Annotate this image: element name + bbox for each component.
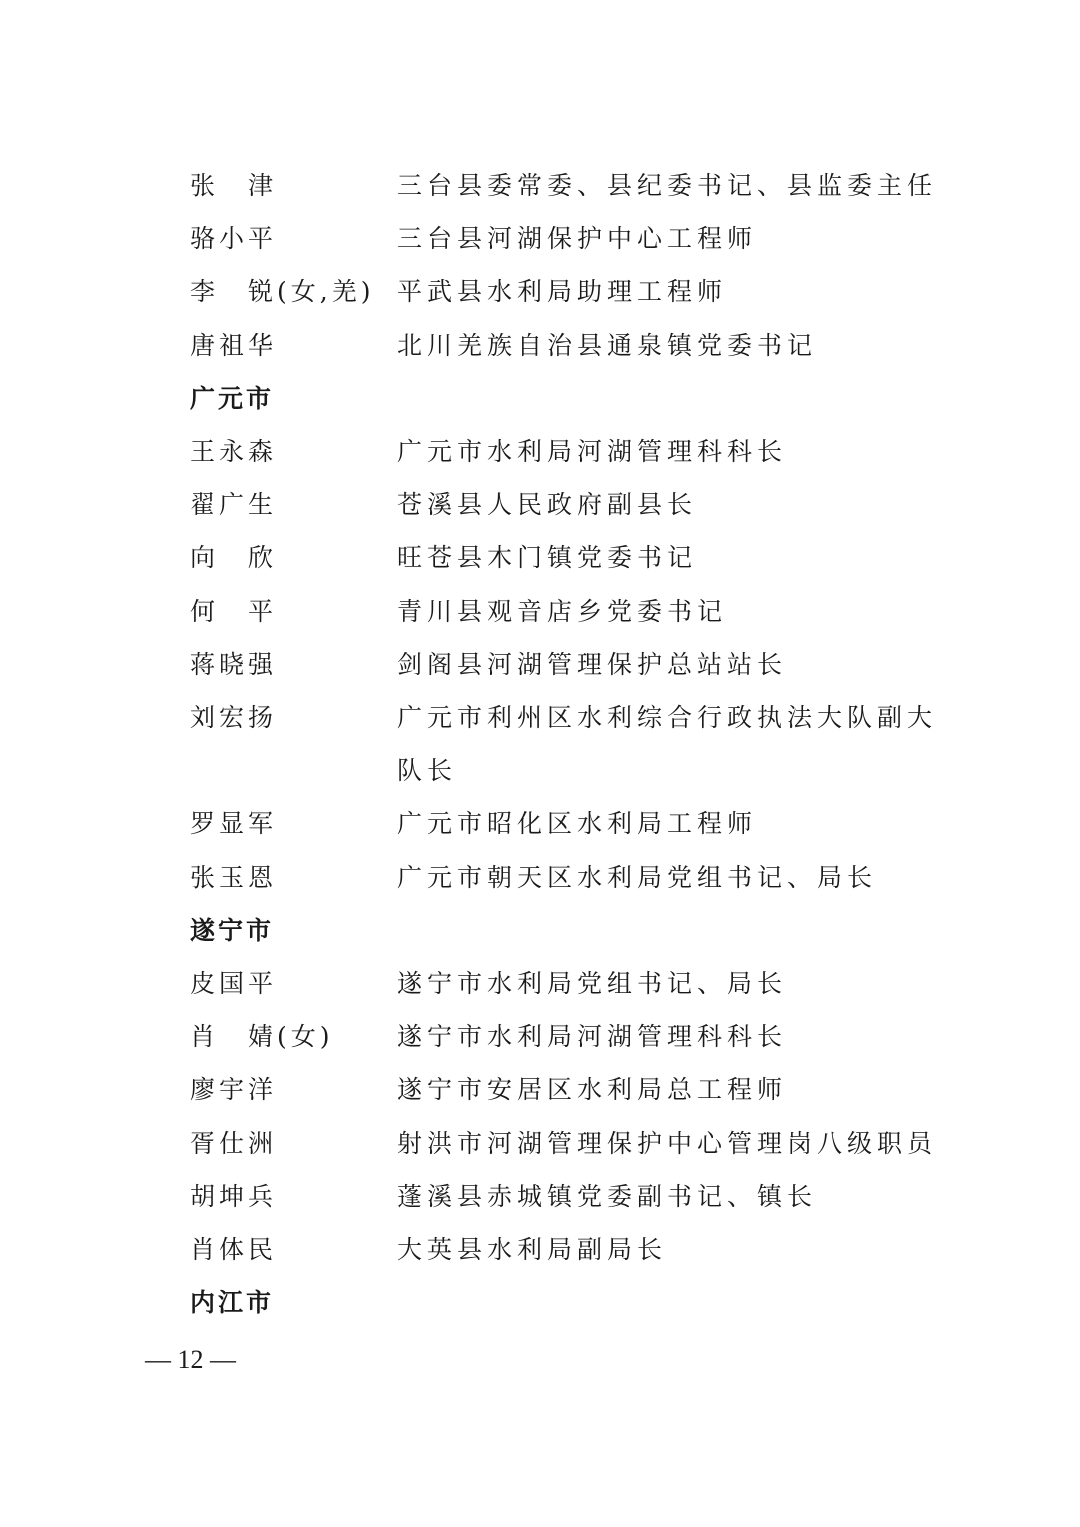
person-title: 大英县水利局副局长 <box>397 1235 668 1264</box>
person-title: 队长 <box>397 756 458 785</box>
person-title: 苍溪县人民政府副县长 <box>397 490 698 519</box>
person-name: 唐祖华 <box>190 331 278 360</box>
person-name: 胡坤兵 <box>190 1182 278 1211</box>
person-name: 何 平 <box>190 597 278 626</box>
person-title: 广元市朝天区水利局党组书记、局长 <box>397 863 878 892</box>
person-name: 肖 婧(女) <box>190 1022 334 1051</box>
person-name: 皮国平 <box>190 969 278 998</box>
person-title: 广元市昭化区水利局工程师 <box>397 809 758 838</box>
person-title: 广元市水利局河湖管理科科长 <box>397 437 788 466</box>
person-name: 翟广生 <box>190 490 278 519</box>
person-title: 北川羌族自治县通泉镇党委书记 <box>397 331 818 360</box>
section-heading: 广元市 <box>190 384 275 413</box>
person-title: 平武县水利局助理工程师 <box>397 277 728 306</box>
person-name: 骆小平 <box>190 224 278 253</box>
person-title: 剑阁县河湖管理保护总站站长 <box>397 650 788 679</box>
person-title: 射洪市河湖管理保护中心管理岗八级职员 <box>397 1129 938 1158</box>
person-title: 蓬溪县赤城镇党委副书记、镇长 <box>397 1182 818 1211</box>
section-heading: 遂宁市 <box>190 916 275 945</box>
person-title: 三台县委常委、县纪委书记、县监委主任 <box>397 171 938 200</box>
person-name: 肖体民 <box>190 1235 278 1264</box>
person-title: 旺苍县木门镇党委书记 <box>397 543 698 572</box>
person-title: 三台县河湖保护中心工程师 <box>397 224 758 253</box>
person-name: 张玉恩 <box>190 863 278 892</box>
person-name: 李 锐(女,羌) <box>190 277 375 306</box>
section-heading: 内江市 <box>190 1288 275 1317</box>
person-name: 张 津 <box>190 171 278 200</box>
person-name <box>190 751 390 791</box>
person-name: 向 欣 <box>190 543 278 572</box>
person-title: 青川县观音店乡党委书记 <box>397 597 728 626</box>
person-name: 刘宏扬 <box>190 703 278 732</box>
person-name: 廖宇洋 <box>190 1075 278 1104</box>
person-name: 罗显军 <box>190 809 278 838</box>
person-name: 王永森 <box>190 437 278 466</box>
person-title: 遂宁市水利局河湖管理科科长 <box>397 1022 788 1051</box>
person-name: 蒋晓强 <box>190 650 278 679</box>
page-number: — 12 — <box>145 1345 236 1374</box>
person-name: 胥仕洲 <box>190 1129 278 1158</box>
person-title: 遂宁市水利局党组书记、局长 <box>397 969 788 998</box>
person-title: 遂宁市安居区水利局总工程师 <box>397 1075 788 1104</box>
person-title: 广元市利州区水利综合行政执法大队副大 <box>397 703 938 732</box>
